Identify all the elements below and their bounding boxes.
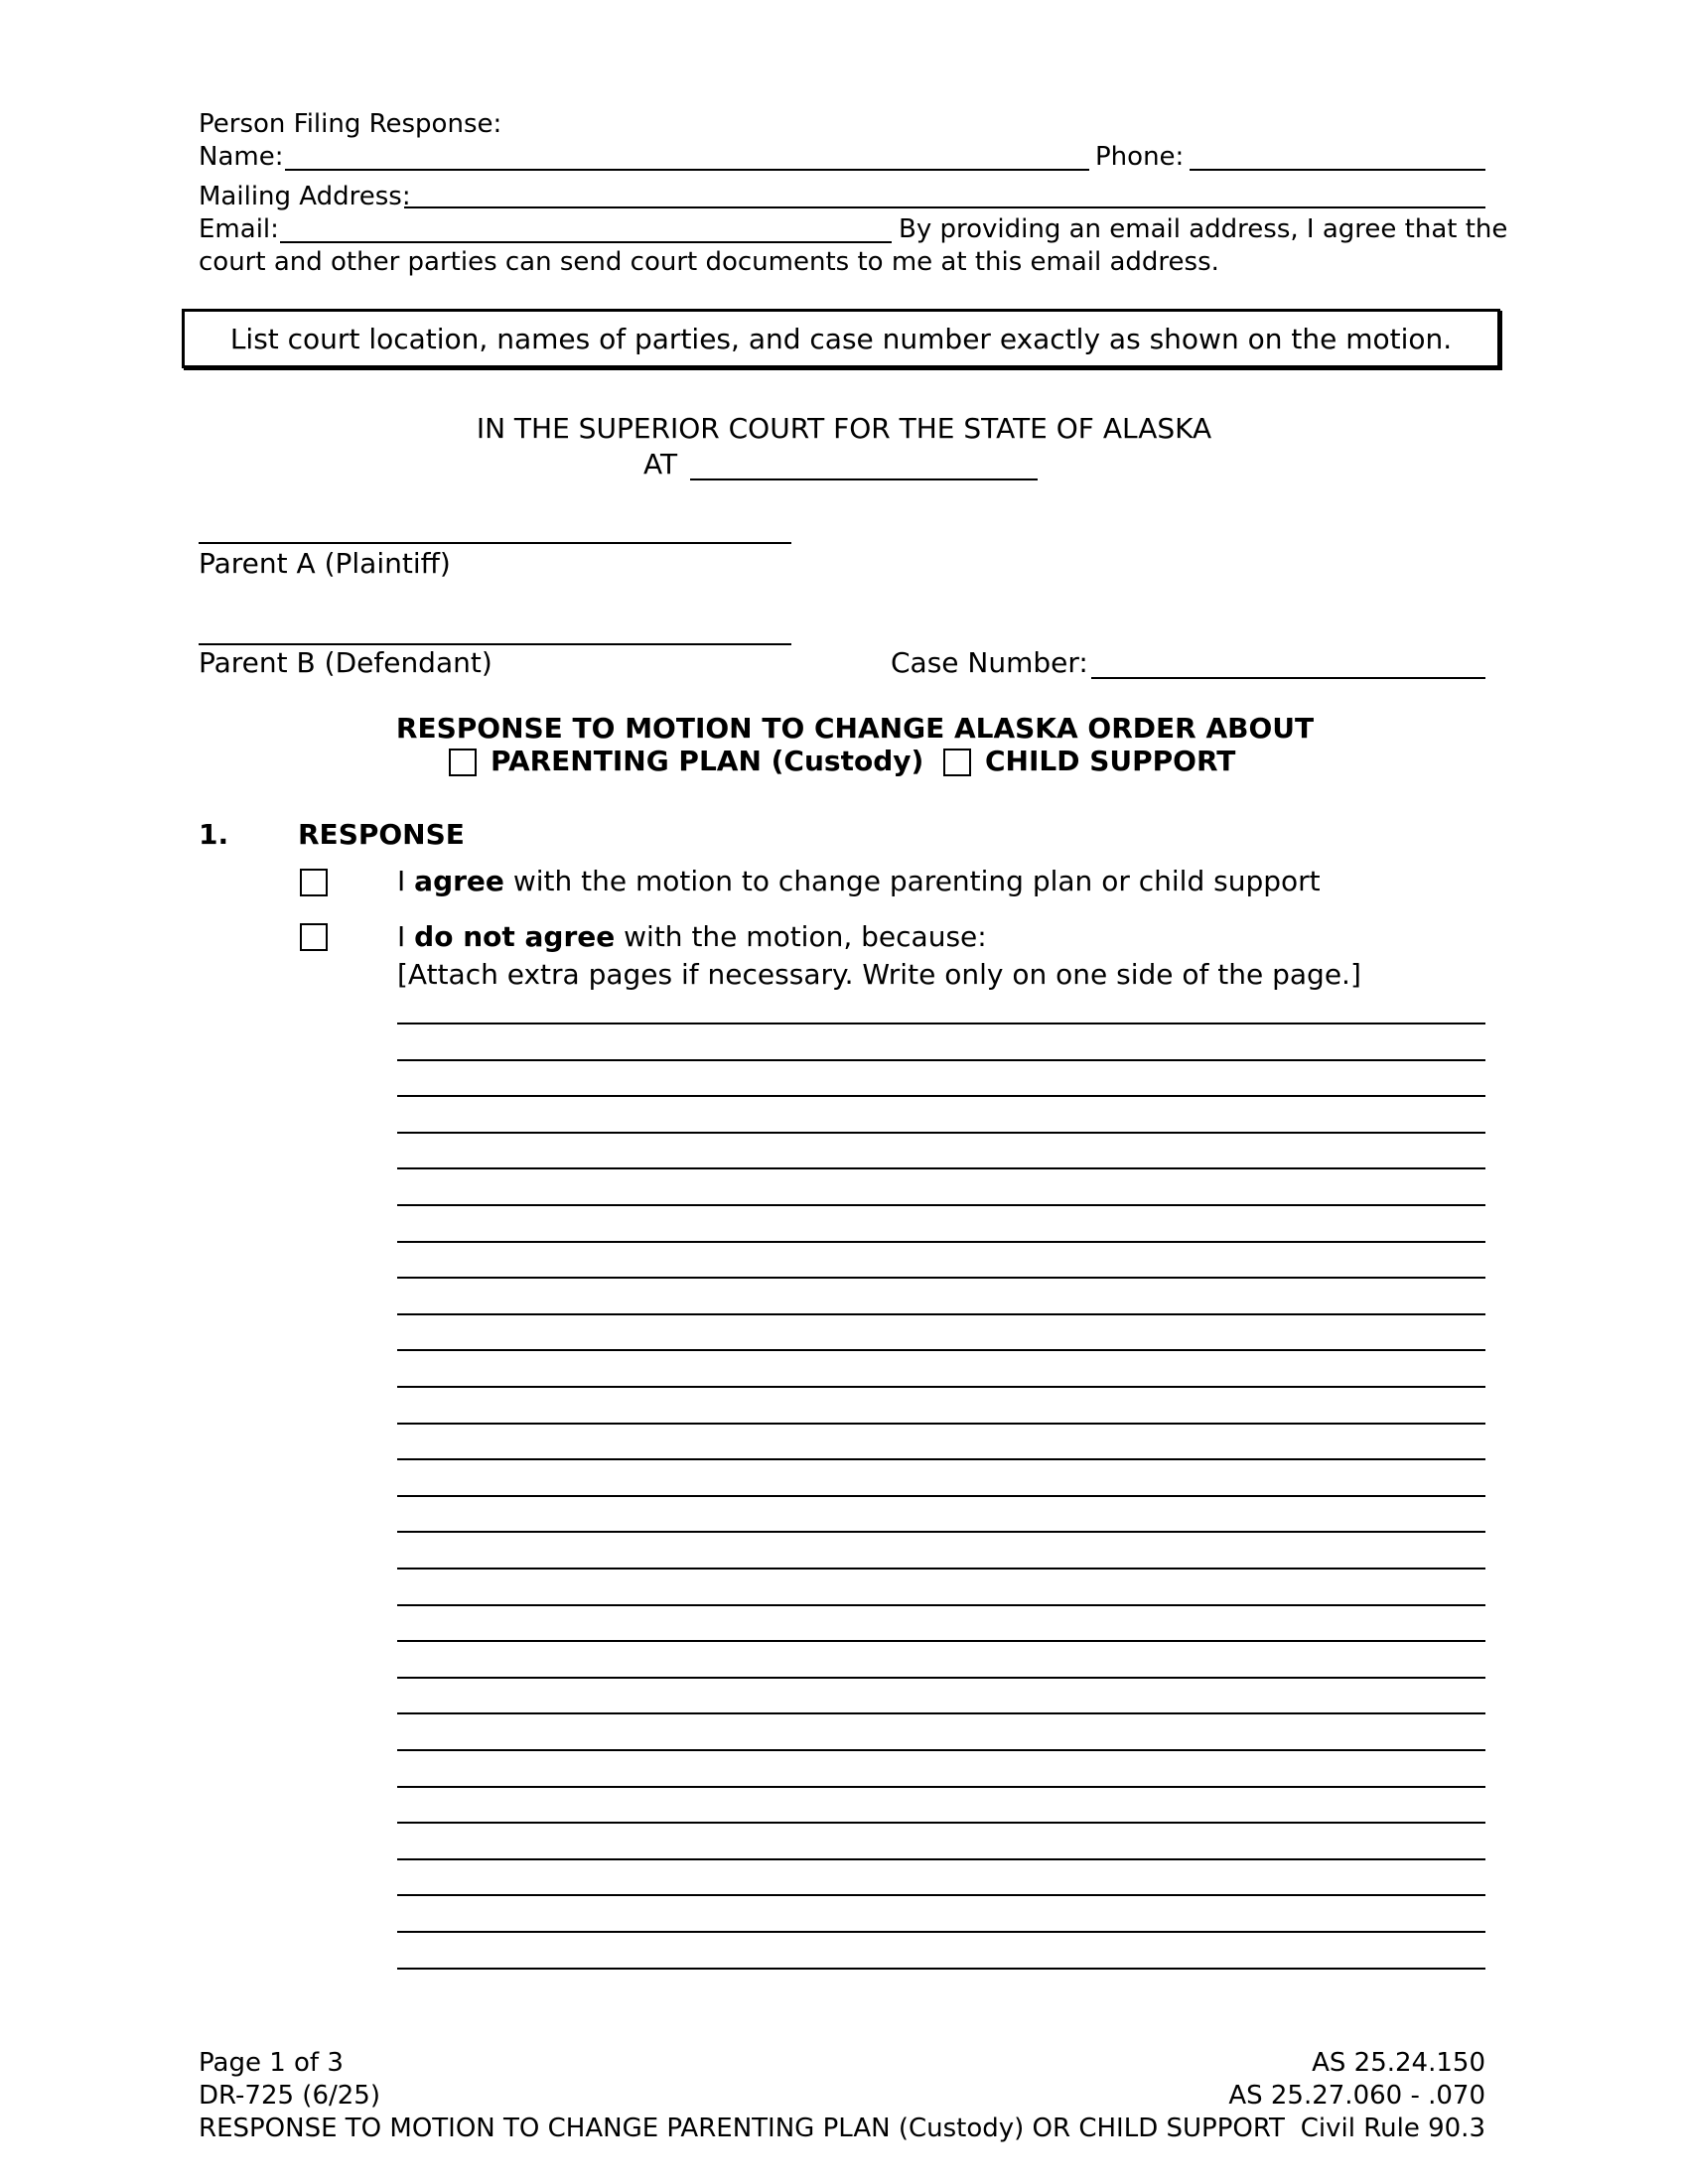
phone-field[interactable] [1190,169,1485,171]
writing-line[interactable] [397,1349,1485,1351]
writing-line[interactable] [397,1894,1485,1896]
agree-bold: agree [414,865,504,897]
footer-form-title: RESPONSE TO MOTION TO CHANGE PARENTING PLAN (Custody) OR CHILD SUPPORT [199,2114,1285,2143]
disagree-prefix: I [397,920,406,953]
court-location-field[interactable] [690,478,1038,480]
child-support-label: CHILD SUPPORT [985,745,1236,777]
writing-line[interactable] [397,1640,1485,1642]
writing-line[interactable] [397,1059,1485,1061]
form-id: DR-725 (6/25) [199,2081,380,2111]
statute-2: AS 25.27.060 - .070 [1228,2081,1485,2111]
disagree-option-text [397,922,987,952]
agree-option-text [397,867,1321,896]
writing-line[interactable] [397,1277,1485,1279]
writing-line[interactable] [397,1968,1485,1970]
disagree-bold: do not agree [414,920,616,953]
mailing-address-field[interactable] [404,206,1485,208]
email-consent-note: By providing an email address, I agree that the [899,214,1508,244]
writing-line[interactable] [397,1386,1485,1388]
court-location-label: AT [643,448,678,480]
phone-label: Phone: [1095,142,1185,172]
agree-checkbox[interactable] [300,869,328,896]
form-title: RESPONSE TO MOTION TO CHANGE ALASKA ORDER ABOUT [395,712,1315,745]
case-number-field[interactable] [1091,677,1485,679]
writing-line[interactable] [397,1423,1485,1425]
writing-line[interactable] [397,1931,1485,1933]
email-label: Email: [199,214,279,244]
name-label: Name: [199,142,284,172]
writing-line[interactable] [397,1241,1485,1243]
writing-line[interactable] [397,1712,1485,1714]
parenting-plan-label: PARENTING PLAN (Custody) [491,745,924,777]
writing-line[interactable] [397,1786,1485,1788]
email-field[interactable] [280,241,892,243]
parenting-plan-checkbox[interactable] [449,749,477,776]
writing-line[interactable] [397,1095,1485,1097]
attach-note: [Attach extra pages if necessary. Write only on one side of the page.] [397,958,1361,991]
writing-line[interactable] [397,1132,1485,1134]
court-title: IN THE SUPERIOR COURT FOR THE STATE OF ALASKA [476,412,1212,445]
writing-line[interactable] [397,1167,1485,1169]
disagree-rest: with the motion, because: [624,920,987,953]
writing-line[interactable] [397,1458,1485,1460]
writing-line[interactable] [397,1313,1485,1315]
writing-line[interactable] [397,1677,1485,1679]
statute-1: AS 25.24.150 [1312,2048,1485,2078]
writing-line[interactable] [397,1604,1485,1606]
agree-rest: with the motion to change parenting plan or child support [512,865,1321,897]
writing-line[interactable] [397,1023,1485,1024]
instructions-box: List court location, names of parties, and case number exactly as shown on the motion. [182,309,1500,368]
section-number: 1. [199,818,229,851]
agree-prefix: I [397,865,406,897]
writing-line[interactable] [397,1749,1485,1751]
writing-line[interactable] [397,1858,1485,1860]
writing-line[interactable] [397,1495,1485,1497]
writing-line[interactable] [397,1568,1485,1570]
parent-b-field[interactable] [199,643,791,645]
parent-b-label: Parent B (Defendant) [199,646,492,679]
email-consent-note-cont: court and other parties can send court documents to me at this email address. [199,247,1219,277]
name-field[interactable] [285,169,1089,171]
parent-a-field[interactable] [199,542,791,544]
page-number: Page 1 of 3 [199,2048,344,2078]
writing-line[interactable] [397,1531,1485,1533]
person-filing-label: Person Filing Response: [199,109,502,139]
civil-rule: Civil Rule 90.3 [1300,2114,1485,2143]
mailing-address-label: Mailing Address: [199,182,411,211]
parent-a-label: Parent A (Plaintiff) [199,547,451,580]
disagree-checkbox[interactable] [300,923,328,951]
section-heading: RESPONSE [298,818,465,851]
writing-line[interactable] [397,1822,1485,1824]
case-number-label: Case Number: [891,646,1088,679]
child-support-checkbox[interactable] [943,749,971,776]
writing-line[interactable] [397,1204,1485,1206]
